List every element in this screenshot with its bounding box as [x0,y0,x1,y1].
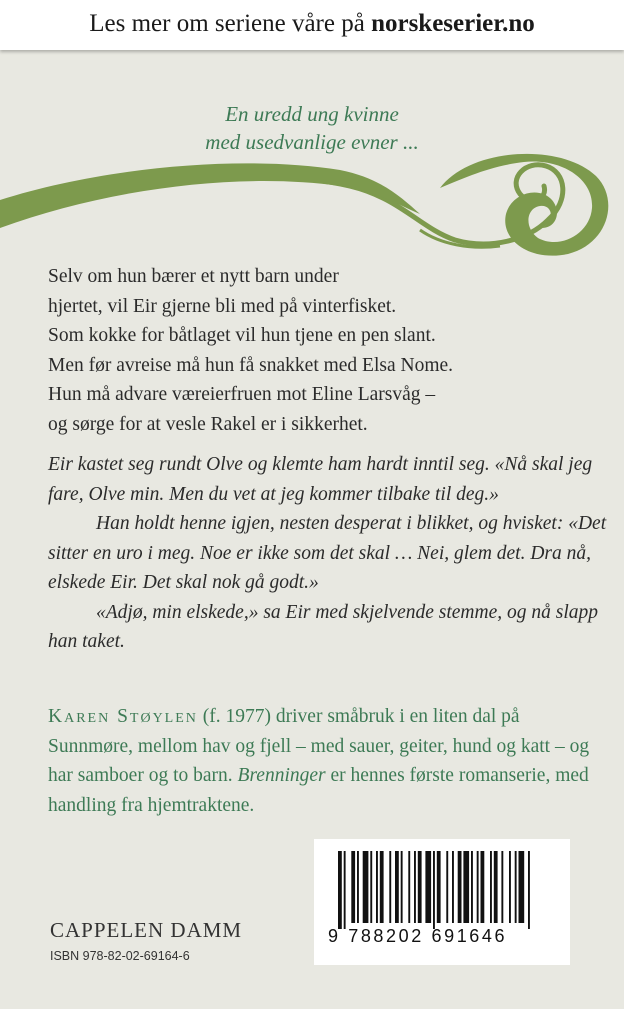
top-banner [0,0,624,50]
excerpt-paragraph: Eir kastet seg rundt Olve og klemte ham hardt inntil seg. «Nå skal jeg fare, Olve min. Men du vet at jeg kommer tilbake til deg.» [48,454,593,505]
barcode-digits: 9 788202 691646 [328,926,508,946]
bio-text-part: (f. 1977) driver småbruk i en liten dal på Sunnmøre, mellom hav og fjell – med sauer, geiter, hund og katt – og har samboer og to barn. [48,706,590,786]
tagline-line-2: med usedvanlige evner ... [205,130,419,154]
excerpt-paragraph: «Adjø, min elskede,» sa Eir med skjelvende stemme, og nå slapp han taket. [48,601,599,652]
excerpt-paragraph: Han holdt henne igjen, nesten desperat i blikket, og hvisket: «Det sitter en uro i meg. Noe er ikke som det skal … Nei, glem det. Dra nå, elskede Eir. Det skal nok gå godt.» [48,513,607,593]
bio-text-part: er hennes første romanserie, med handling fra hjemtraktene. [48,765,589,816]
publisher-logo: CAPPELEN DAMM [50,918,243,942]
tagline-line-1: En uredd ung kvinne [225,102,399,126]
blurb-line: og sørge for at vesle Rakel er i sikkerhet. [48,413,368,435]
decorative-swirl-icon [0,148,624,268]
bio-text [48,702,608,820]
banner-prefix: Les mer om seriene våre på [89,10,372,37]
author-name: Karen Støylen [48,706,198,727]
banner-site-link[interactable]: norskeserier.no [371,10,535,37]
barcode [314,839,570,965]
isbn-label: ISBN 978-82-02-69164-6 [50,949,190,963]
blurb-line: hjertet, vil Eir gjerne bli med på vinterfisket. [48,295,397,317]
banner-text [0,10,624,38]
excerpt-quote [48,450,608,657]
blurb-paragraph [48,262,608,439]
blurb-line: Som kokke for båtlaget vil hun tjene en pen slant. [48,325,436,346]
blurb-line: Men før avreise må hun få snakket med Elsa Nome. [48,354,454,376]
blurb-line: Selv om hun bærer et nytt barn under [48,266,339,287]
series-title: Brenninger [237,765,326,786]
blurb-line: Hun må advare væreierfruen mot Eline Larsvåg – [48,384,436,405]
author-bio [48,702,608,820]
